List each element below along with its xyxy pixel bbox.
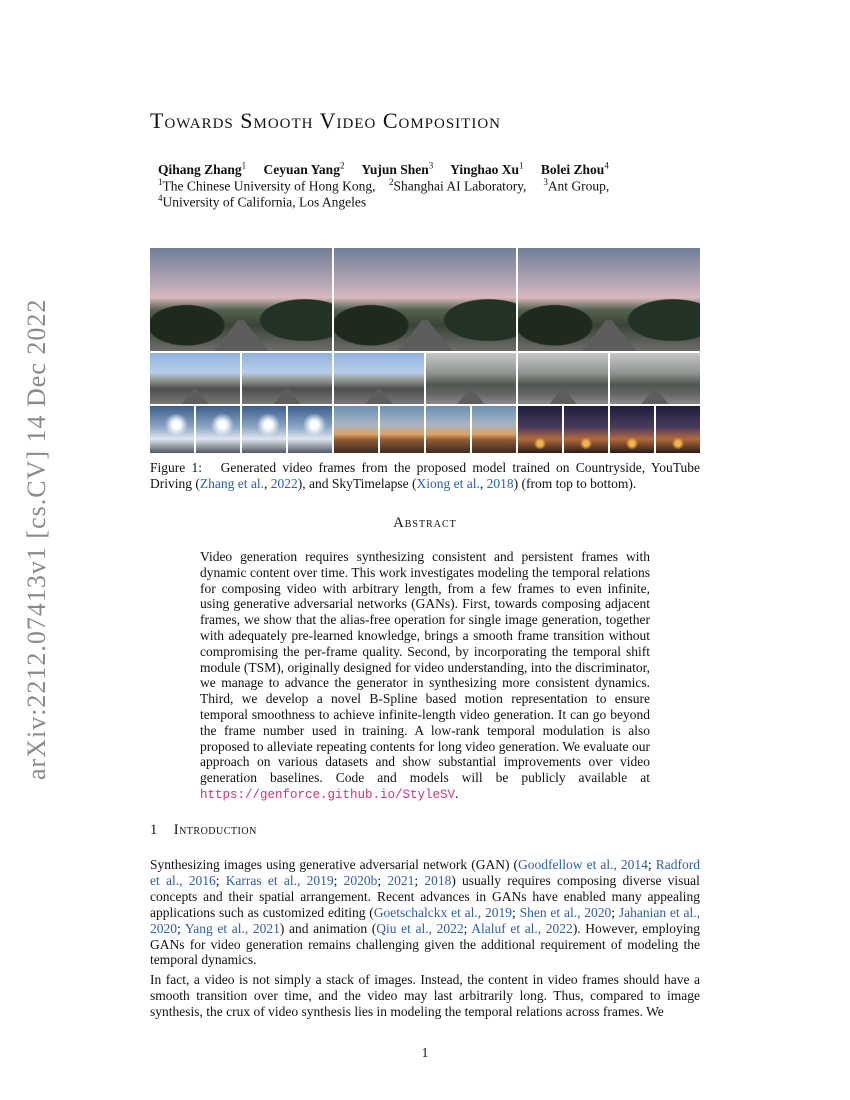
sky-timelapse-row [150, 406, 700, 453]
citation-link[interactable]: Xiong et al. [416, 476, 480, 491]
sky-frame [426, 406, 470, 453]
citation-link[interactable]: Alaluf et al., 2022 [471, 920, 573, 936]
citation-link[interactable]: Zhang et al. [199, 476, 264, 491]
driving-frame [610, 353, 700, 404]
section-heading: 1 Introduction [150, 822, 257, 838]
citation-link[interactable]: 2018 [486, 476, 514, 491]
sky-frame [518, 406, 562, 453]
driving-frame [334, 353, 424, 404]
citation-link[interactable]: 2021 [387, 872, 415, 888]
sky-frame [610, 406, 654, 453]
paper-title: Towards Smooth Video Composition [150, 108, 502, 133]
citation-link[interactable]: 2020b [343, 872, 378, 888]
driving-frame [242, 353, 332, 404]
sky-frame [150, 406, 194, 453]
driving-frame [150, 353, 240, 404]
sky-frame [564, 406, 608, 453]
citation-link[interactable]: 2018 [424, 872, 452, 888]
citation-link[interactable]: Shen et al., 2020 [519, 904, 612, 920]
abstract-heading: Abstract [393, 515, 457, 531]
citation-link[interactable]: Yang et al., 2021 [184, 920, 280, 936]
figure-1-image-grid [150, 248, 700, 454]
figure-1-caption: Figure 1: Generated video frames from the proposed model trained on Countryside, YouTube Driving (Zhang et al., 2022), and SkyTimelapse (Xiong et al., 2018) (from top to bottom). [150, 460, 701, 491]
sky-frame [242, 406, 286, 453]
citation-link[interactable]: Karras et al., 2019 [225, 872, 334, 888]
author: Yinghao Xu$^1$ [450, 160, 524, 177]
citation-link[interactable]: Jahanian et al., 2020 [150, 904, 700, 936]
affiliations-line-1: $^1$The Chinese University of Hong Kong, $^2$Shanghai AI Laboratory, $^3$Ant Group, [158, 177, 610, 194]
author: Yujun Shen$^3$ [361, 160, 434, 177]
countryside-frame [150, 248, 332, 351]
intro-paragraph-2: In fact, a video is not simply a stack of images. Instead, the content in video frames should have a smooth transition over time, and the video may last arbitrarily long. Thus, compared to image synthesis, the crux of video synthesis lies in modeling the temporal relations across frames. We [150, 972, 700, 1019]
author-list [158, 160, 623, 178]
citation-link[interactable]: Radford et al., 2016 [150, 857, 700, 888]
affiliations-line-2: $^4$University of California, Los Angeles [158, 193, 367, 210]
citation-link[interactable]: 2022 [270, 476, 298, 491]
sky-frame [334, 406, 378, 453]
intro-paragraph-1: Synthesizing images using generative adversarial network (GAN) (Goodfellow et al., 2014; Radford et al., 2016; Karras et al., 2019; 2020b; 2021; 2018) usually requires composing diverse visual concepts and their spatial arrangement. Recent advances in GANs have enabled many appealing applications such as customized editing (Goetschalckx et al., 2019; Shen et al., 2020; Jahanian et al., 2020; Yang et al., 2021) and animation (Qiu et al., 2022; Alaluf et al., 2022). However, employing GANs for video generation remains challenging given the additional requirement of modeling the temporal dynamics. [150, 857, 700, 968]
countryside-frame [518, 248, 700, 351]
page-number: 1 [421, 1045, 429, 1060]
citation-link[interactable]: Qiu et al., 2022 [376, 920, 464, 936]
sky-frame [288, 406, 332, 453]
arxiv-id: arXiv:2212.07413v1 [cs.CV] 14 Dec 2022 [22, 298, 51, 780]
author: Ceyuan Yang$^2$ [263, 160, 345, 177]
driving-row [150, 353, 700, 404]
sky-frame [656, 406, 700, 453]
driving-frame [518, 353, 608, 404]
sky-frame [196, 406, 240, 453]
countryside-row [150, 248, 700, 351]
code-url-link[interactable]: https://genforce.github.io/StyleSV [200, 787, 456, 802]
arxiv-sidebar-stamp [14, 290, 60, 780]
driving-frame [426, 353, 516, 404]
countryside-frame [334, 248, 516, 351]
citation-link[interactable]: Goetschalckx et al., 2019 [373, 904, 512, 920]
sky-frame [380, 406, 424, 453]
author: Bolei Zhou$^4$ [540, 160, 609, 177]
abstract-body: Video generation requires synthesizing consistent and persistent frames with dynamic content over time. This work investigates modeling the temporal relations for composing video with arbitrary length, from a few frames to even infinite, using generative adversarial networks (GANs). First, towards composing adjacent frames, we show that the alias-free operation for single image generation, together with adequately pre-learned knowledge, brings a smooth frame transition without compromising the per-frame quality. Second, by incorporating the temporal shift module (TSM), originally designed for video understanding, into the discriminator, we manage to advance the generator in synthesizing more consistent dynamics. Third, we develop a novel B-Spline based motion representation to ensure temporal smoothness to achieve infinite-length video generation. It can go beyond the frame number used in training. A low-rank temporal modulation is also proposed to alleviate repeating contents for long video generation. We evaluate our approach on various datasets and show substantial improvements over video generation baselines. Code and models will be publicly available at https://genforce.github.io/StyleSV. [200, 549, 650, 802]
author: Qihang Zhang$^1$ [158, 160, 247, 177]
sky-frame [472, 406, 516, 453]
citation-link[interactable]: Goodfellow et al., 2014 [518, 857, 648, 872]
